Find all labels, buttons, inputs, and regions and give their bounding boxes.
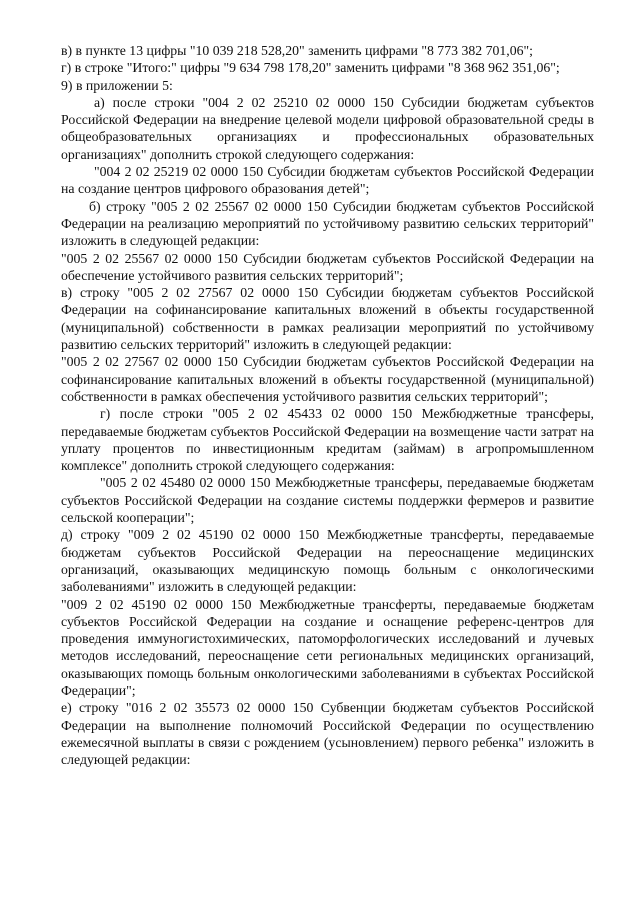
paragraph-subitem-b: б) строку "005 2 02 25567 02 0000 150 Субсидии бюджетам субъектов Российской Федерации на реализацию мероприятий по устойчивому развитию сельских территорий" изложить в следующей редакции: [61, 198, 594, 249]
paragraph-subitem-d: д) строку "009 2 02 45190 02 0000 150 Межбюджетные трансферты, передаваемые бюджетам субъектов Российской Федерации на переоснащение медицинских организаций, оказывающих медицинскую помощь больным с онкологическими заболеваниями" изложить в следующей редакции: [61, 527, 594, 595]
paragraph-quote-a: "004 2 02 25219 02 0000 150 Субсидии бюджетам субъектов Российской Федерации на создание центров цифрового образования детей"; [61, 164, 594, 197]
paragraph-quote-g: "005 2 02 45480 02 0000 150 Межбюджетные трансферы, передаваемые бюджетам субъектов Российской Федерации на создание системы поддержки фермеров и развитие сельской кооперации"; [61, 475, 594, 526]
paragraph-subitem-a: а) после строки "004 2 02 25210 02 0000 150 Субсидии бюджетам субъектов Российской Федерации на внедрение целевой модели цифровой образовательной среды в общеобразовательных организациях и профессиональных образовательных организациях" дополнить строкой следующего содержания: [61, 94, 594, 162]
paragraph-item-9: 9) в приложении 5: [61, 77, 173, 93]
paragraph-item-g: г) в строке "Итого:" цифры "9 634 798 178,20" заменить цифрами "8 368 962 351,06"; [61, 60, 560, 76]
paragraph-quote-b: "005 2 02 25567 02 0000 150 Субсидии бюджетам субъектов Российской Федерации на обеспечение устойчивого развития сельских территорий"; [61, 250, 594, 283]
document-page [61, 42, 594, 768]
paragraph-quote-v: "005 2 02 27567 02 0000 150 Субсидии бюджетам субъектов Российской Федерации на софинансирование капитальных вложений в объекты государственной (муниципальной) собственности в рамках обеспечения устойчивого развития сельских территорий"; [61, 354, 594, 404]
paragraph-subitem-e: е) строку "016 2 02 35573 02 0000 150 Субвенции бюджетам субъектов Российской Федерации на выполнение полномочий Российской Федерации по осуществлению ежемесячной выплаты в связи с рождением (усыновлением) первого ребенка" изложить в следующей редакции: [61, 700, 594, 768]
paragraph-subitem-g: г) после строки "005 2 02 45433 02 0000 150 Межбюджетные трансферы, передаваемые бюджетам субъектов Российской Федерации на возмещение части затрат на уплату процентов по инвестиционным кредитам (займам) в агропромышленном комплексе" дополнить строкой следующего содержания: [61, 406, 594, 474]
paragraph-quote-d: "009 2 02 45190 02 0000 150 Межбюджетные трансферты, передаваемые бюджетам субъектов Российской Федерации на создание и оснащение референс-центров для проведения иммуногистохимических, патоморфологических исследований и лучевых методов исследований, переоснащение сети региональных медицинских организаций, оказывающих помощь больным онкологическими заболеваниями в субъектах Российской Федерации"; [61, 596, 594, 698]
paragraph-item-v: в) в пункте 13 цифры "10 039 218 528,20" заменить цифрами "8 773 382 701,06"; [61, 43, 534, 58]
paragraph-subitem-v: в) строку "005 2 02 27567 02 0000 150 Субсидии бюджетам субъектов Российской Федерации на софинансирование капитальных вложений в объекты государственной (муниципальной) собственности в рамках реализации мероприятий по устойчивому развитию сельских территорий" изложить в следующей редакции: [61, 285, 594, 353]
